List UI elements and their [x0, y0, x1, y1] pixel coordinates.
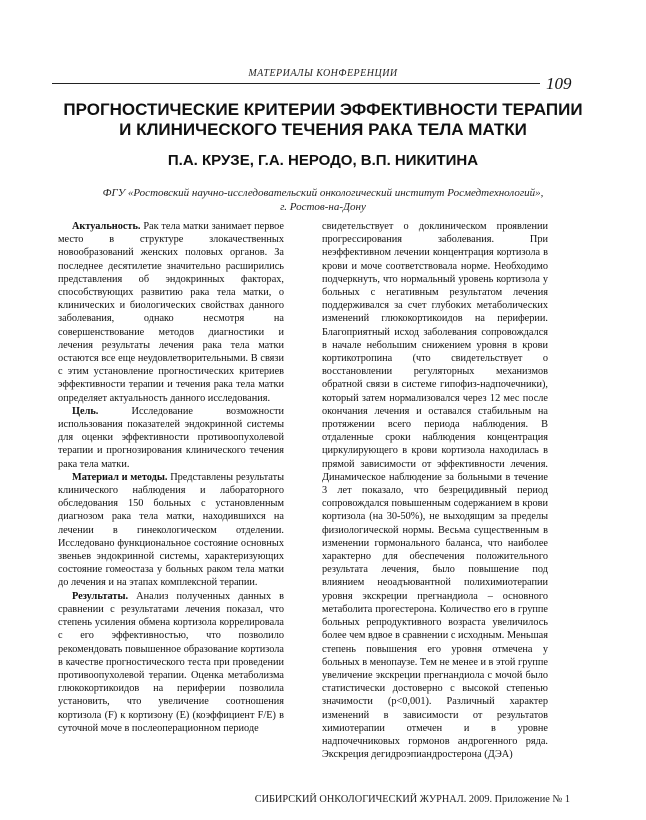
running-head: МАТЕРИАЛЫ КОНФЕРЕНЦИИ — [248, 68, 398, 79]
results-text: Анализ полученных данных в сравнении с результатами лечения показал, что степень усиления обмена кортизола коррелировала с его эффективностью, что позволило рекомендовать повышенное образование кортизола в качестве прогностического теста при проведении противоопухолевой терапии. Оценка метаболизма глюкокортикоидов на периферии позволила установить, что увеличение соотношения кортизола (F) к кортизону (E) (коэффициент F/E) в суточной моче в послеоперационном периоде — [58, 590, 285, 734]
paragraph-results — [58, 590, 284, 735]
article-authors: П.А. КРУЗЕ, Г.А. НЕРОДО, В.П. НИКИТИНА — [167, 152, 479, 169]
paragraph-relevance — [58, 220, 284, 405]
relevance-text: Рак тела матки занимает первое место в структуре злокачественных новообразований женских половых органов. За последнее десятилетие значительно расширились представления об эндокринных факторах, способствующих развитию рака тела матки, о клинических и биологических свойствах данного заболевания, однако несмотря на совершенствование методов диагностики и лечения результаты лечения рака тела матки остаются все еще неудовлетворительными. В связи с этим установление прогностических критериев эффективности терапии и течения рака тела матки определяет актуальность данного исследования. — [58, 221, 284, 404]
aim-heading: Цель. — [72, 405, 99, 417]
results-heading: Результаты. — [72, 590, 129, 602]
paragraph-aim — [58, 405, 284, 471]
paragraph-methods — [58, 471, 284, 590]
relevance-heading: Актуальность. — [72, 221, 141, 232]
page-number: 109 — [546, 74, 572, 93]
aim-text: Исследование возможности использования показателей эндокринной системы для оценки эффективности противоопухолевой терапии и прогнозирования клинического течения рака тела матки. — [58, 405, 284, 470]
methods-text: Представлены результаты клинического наблюдения и лабораторного обследования 150 больных с установленным диагнозом рака тела матки, находившихся на лечении в гинекологическом отделении. Исследовано функциональное состояние основных звеньев эндокринной системы, характеризующих состояние гомеостаза у больных раком тела матки до лечения и на этапах комплексной терапии. — [58, 471, 284, 589]
journal-footer: СИБИРСКИЙ ОНКОЛОГИЧЕСКИЙ ЖУРНАЛ. 2009. Приложение № 1 — [254, 794, 570, 805]
methods-heading: Материал и методы. — [72, 471, 168, 483]
paragraph-results-continued: свидетельствует о доклиническом проявлении прогрессирования заболевания. При неэффективном лечении концентрация кортизола в крови и моче соответствовала норме. Необходимо подчеркнуть, что нормальный уровень кортизола у больных с негативным результатом лечения поддерживался за счет глубоких метаболических изменений глюкокортикоидов на периферии. Благоприятный исход заболевания сопровождался в начале небольшим снижением уровня в крови кортикотропина (что свидетельствует о восстановлении регуляторных механизмов обратной связи в системе гипофиз-надпочечники), который затем нормализовался через 12 мес после окончания лечения и оставался стабильным на протяжении всего периода наблюдения. В отдаленные сроки наблюдения концентрация циркулирующего в крови кортизола находилась в прямой зависимости от эффективности лечения. Динамическое наблюдение за больными в течение 3 лет показало, что безрецидивный период сопровождался повышенным содержанием в крови кортизола (на 30-50%), не выходящим за пределы физиологической нормы. Весьма существенным в изменении гормонального баланса, что наиболее характерно для обеспечения положительного результата лечения, было повышение под влиянием неоадъювантной полихимиотерапии уровня экскреции прегнандиола – основного метаболита прогестерона. Количество его в группе больных репродуктивного возраста увеличилось более чем вдвое в сравнении с исходным. Меньшая степень повышения его уровня отмечена у больных в менопаузе. Тем не менее и в этой группе увеличение экскреции прегнандиола с мочой было статистически достоверно с высокой степенью значимости (р<0,001). Различный характер изменений в зависимости от результатов химиотерапии отмечен и в уровне надпочечниковых гормонов андрогенного ряда. Экскреция дегидроэпиандростерона (ДЭА) — [322, 221, 548, 761]
article-title — [40, 100, 606, 140]
header-rule — [52, 83, 540, 84]
affiliation-line-1: ФГУ «Ростовский научно-исследовательский онкологический институт Росмедтехнологий», — [102, 187, 544, 199]
title-line-2: И КЛИНИЧЕСКОГО ТЕЧЕНИЯ РАКА ТЕЛА МАТКИ — [119, 120, 527, 139]
article-affiliation — [60, 186, 586, 214]
title-line-1: ПРОГНОСТИЧЕСКИЕ КРИТЕРИИ ЭФФЕКТИВНОСТИ ТЕРАПИИ — [63, 100, 583, 119]
left-column — [58, 220, 284, 735]
affiliation-line-2: г. Ростов-на-Дону — [280, 201, 366, 213]
right-column — [322, 220, 548, 761]
